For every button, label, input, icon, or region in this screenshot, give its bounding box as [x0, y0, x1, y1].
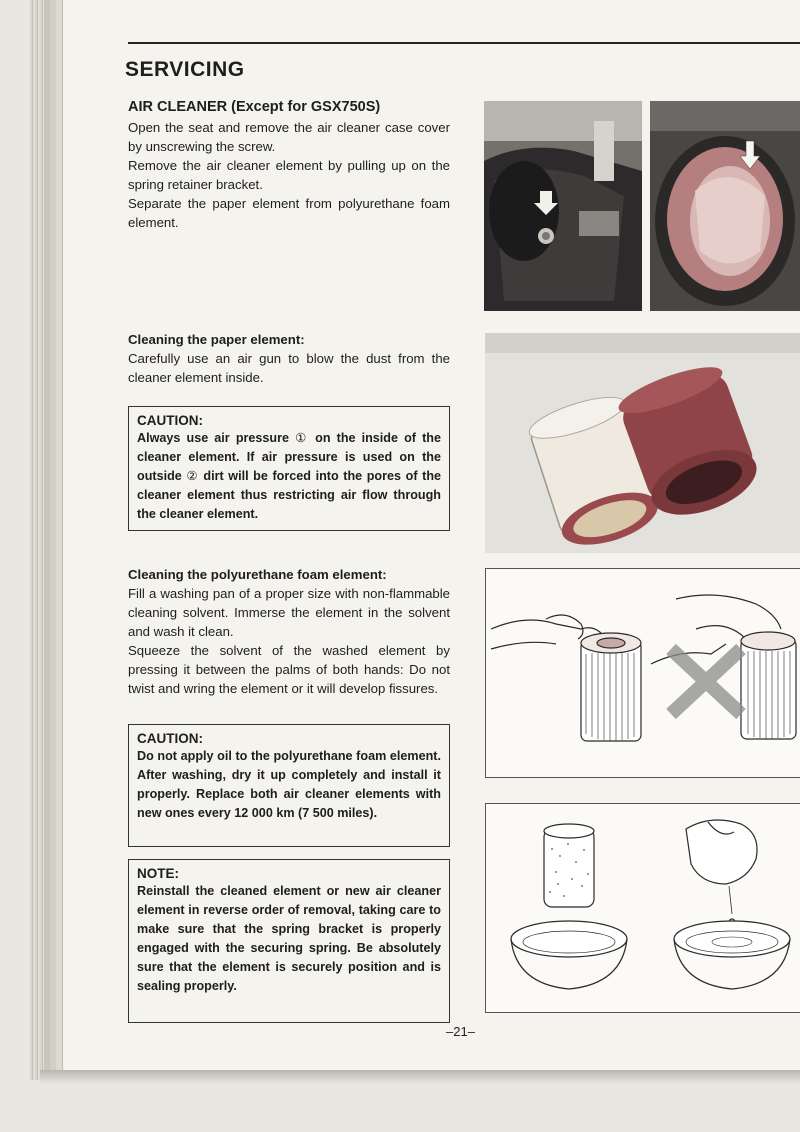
squeeze-drawing [486, 569, 800, 777]
air-cleaner-heading: AIR CLEANER (Except for GSX750S) [128, 99, 381, 115]
foam-paragraph: Fill a washing pan of a proper size with non-flammable cleaning solvent. Immerse the element in the solvent and wash it clean. [128, 586, 450, 639]
page-stack-edge [30, 0, 62, 1080]
caution-box-oil [128, 724, 450, 847]
page-number: –21– [446, 1024, 475, 1039]
section-title: SERVICING [125, 58, 245, 81]
caution-title: CAUTION: [137, 731, 203, 746]
caution-title: CAUTION: [137, 413, 203, 428]
caution-text [137, 429, 441, 524]
remove-element-image [650, 101, 800, 311]
circled-number-two: ② [186, 469, 199, 483]
circled-number-one: ① [295, 431, 310, 445]
paper-element-text [128, 349, 450, 387]
paper-element-heading: Cleaning the paper element: [128, 332, 305, 347]
photo-air-cleaner-case [484, 101, 642, 311]
washing-pans-drawing [486, 804, 800, 1012]
note-box [128, 859, 450, 1023]
elements-image [485, 333, 800, 553]
foam-element-instructions [128, 584, 450, 698]
instruction-paragraph: Open the seat and remove the air cleaner case cover by unscrewing the screw. [128, 120, 450, 154]
note-title: NOTE: [137, 866, 179, 881]
caution-text-part: dirt will be forced into the pores of the cleaner element thus restricting air flow through the cleaner element. [137, 469, 442, 521]
air-cleaner-instructions [128, 118, 450, 232]
foam-element-heading: Cleaning the polyurethane foam element: [128, 567, 387, 582]
note-text: Reinstall the cleaned element or new air cleaner element in reverse order of removal, taking care to make sure that the spring bracket is properly engaged with the securing spring. Be absolutely sure that the element is securely position and is sealing properly. [137, 884, 441, 993]
instruction-paragraph: Separate the paper element from polyurethane foam element. [128, 196, 450, 230]
paper-element-paragraph: Carefully use an air gun to blow the dust from the cleaner element inside. [128, 351, 450, 385]
drawing-squeeze-not-twist [485, 568, 800, 778]
foam-paragraph: Squeeze the solvent of the washed element by pressing it between the palms of both hands: Do not twist and wring the element or it will develop fissures. [128, 643, 450, 696]
header-rule [128, 42, 800, 44]
instruction-paragraph: Remove the air cleaner element by pulling up on the spring retainer bracket. [128, 158, 450, 192]
drawing-washing-pans [485, 803, 800, 1013]
air-cleaner-case-image [484, 101, 642, 311]
caution-text: Do not apply oil to the polyurethane foam element. After washing, dry it up completely and install it properly. Replace both air cleaner elements with new ones every 12 000 km (7 500 miles). [137, 749, 441, 820]
page-bottom-shadow [40, 1070, 800, 1084]
caution-text-part: Always use air pressure [137, 431, 296, 445]
photo-paper-and-foam-elements [485, 333, 800, 553]
caution-box-air-pressure [128, 406, 450, 531]
photo-remove-element [650, 101, 800, 311]
caution-text-part: on the inside of the cleaner element. If air pressure is used on the outside [137, 431, 441, 483]
